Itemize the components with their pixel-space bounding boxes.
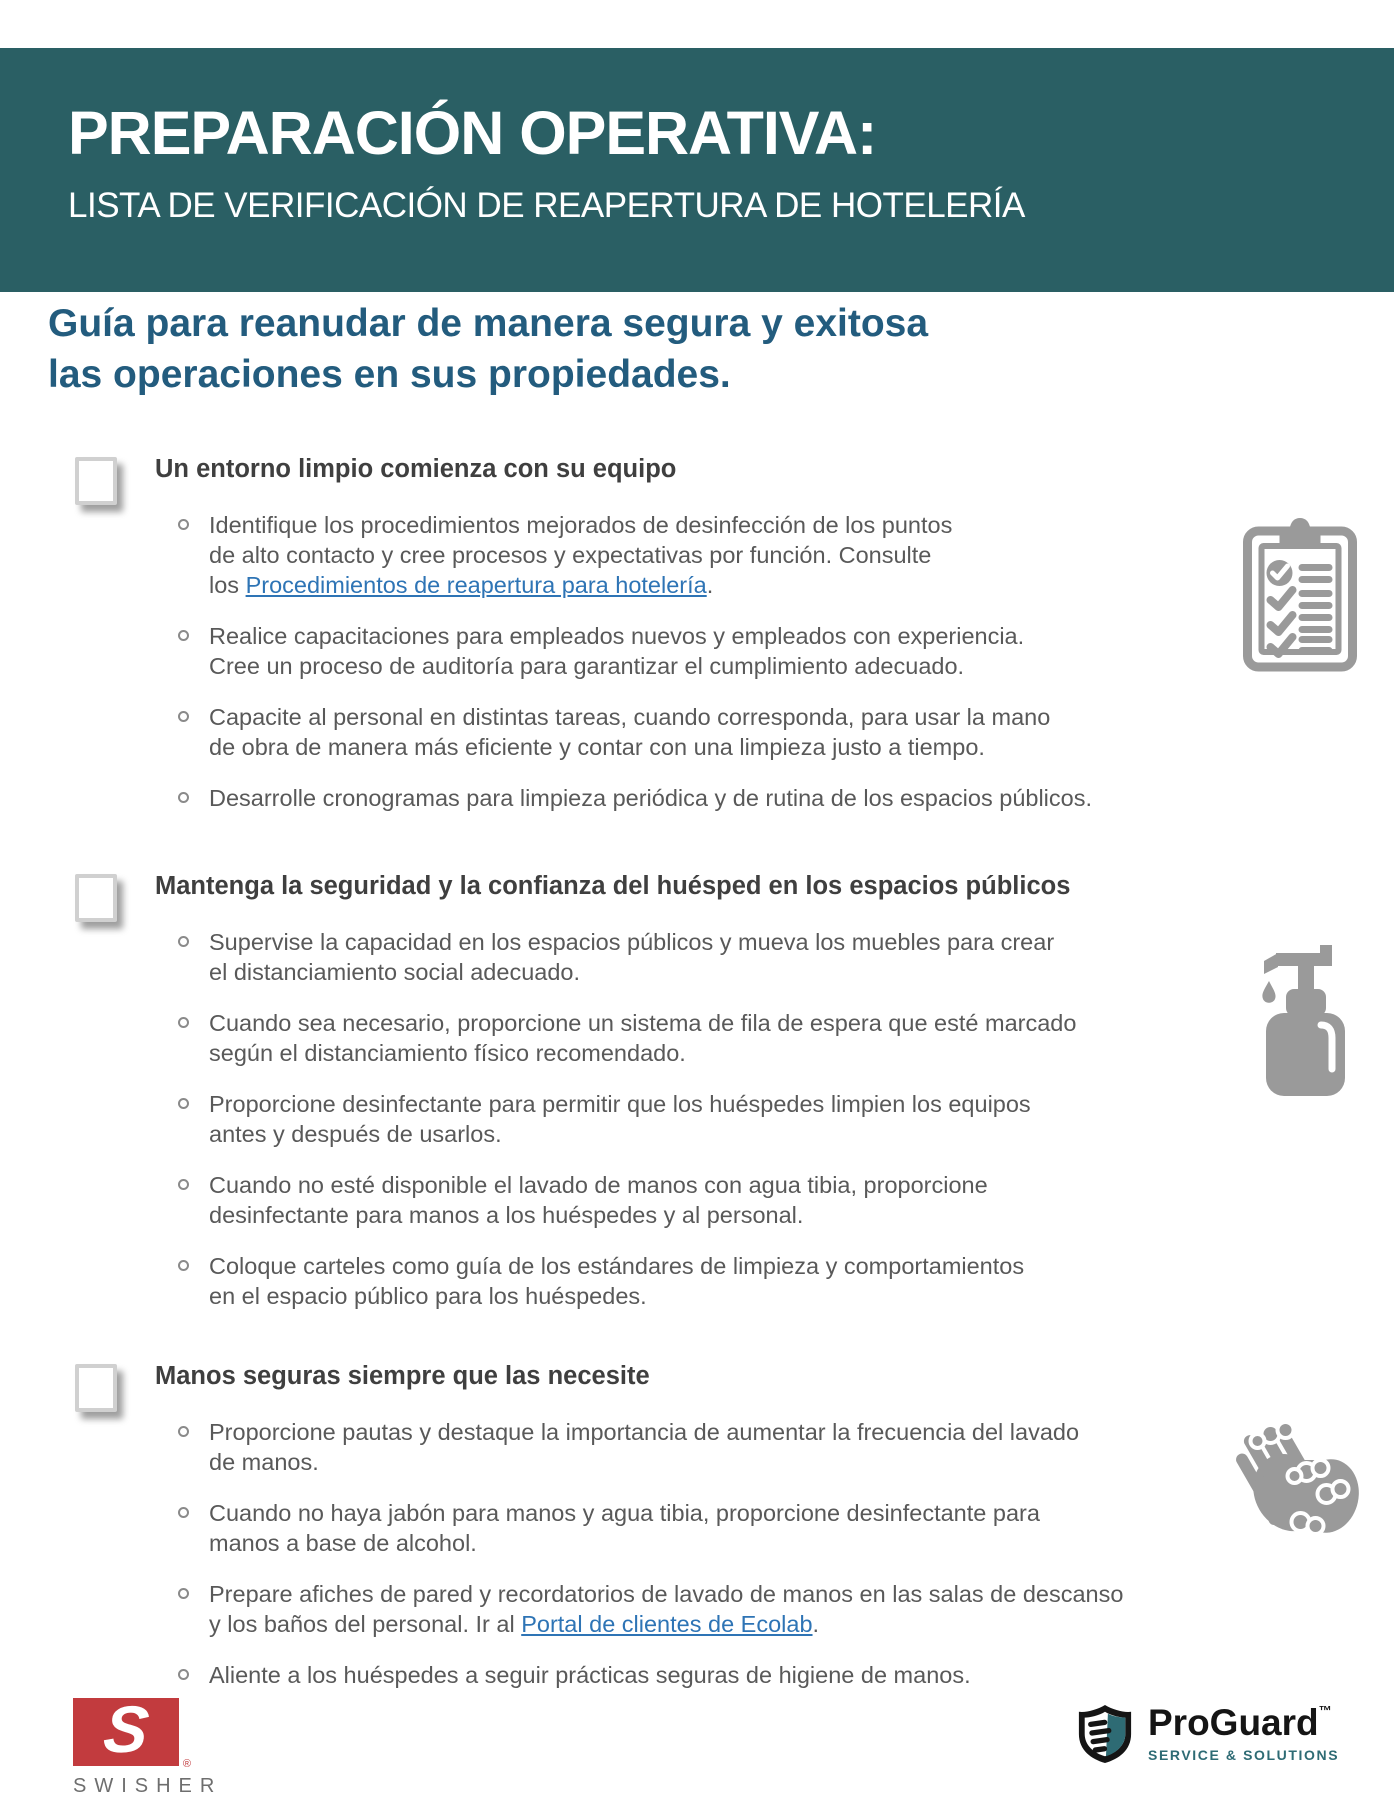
trademark-symbol: ™: [1318, 1703, 1332, 1718]
inline-link[interactable]: Portal de clientes de Ecolab: [521, 1611, 813, 1637]
proguard-shield-icon: [1076, 1702, 1134, 1771]
bullet-circle-icon: [178, 792, 189, 803]
text-segment: de alto contacto y cree procesos y expectativas por función. Consulte: [209, 542, 932, 568]
bullet-item: [178, 510, 1198, 600]
text-segment: Prepare afiches de pared y recordatorios de lavado de manos en las salas de descanso: [209, 1581, 1124, 1607]
text-segment: y los baños del personal. Ir al: [209, 1611, 522, 1637]
proguard-text: [1148, 1702, 1339, 1771]
bullet-circle-icon: [178, 1179, 189, 1190]
intro-heading: [48, 298, 928, 400]
bullet-text: [209, 1251, 1024, 1311]
bullet-item: [178, 927, 1198, 987]
bullet-item: [178, 1498, 1198, 1558]
bullet-circle-icon: [178, 630, 189, 641]
proguard-name: ProGuard™: [1148, 1702, 1332, 1743]
text-segment: Cuando no esté disponible el lavado de manos con agua tibia, proporcione: [209, 1172, 988, 1198]
swisher-wordmark: SWISHER: [73, 1775, 223, 1797]
bullet-item: [178, 1660, 1198, 1690]
page-subtitle: LISTA DE VERIFICACIÓN DE REAPERTURA DE HOTELERÍA: [68, 186, 1025, 225]
swisher-s-icon: S: [100, 1692, 153, 1766]
bullet-item: [178, 783, 1198, 813]
text-segment: Proporcione desinfectante para permitir que los huéspedes limpien los equipos: [209, 1091, 1031, 1117]
text-segment: Desarrolle cronogramas para limpieza periódica y de rutina de los espacios públicos.: [209, 785, 1093, 811]
text-segment: en el espacio público para los huéspedes.: [209, 1283, 647, 1309]
text-segment: Capacite al personal en distintas tareas, cuando corresponda, para usar la mano: [209, 704, 1051, 730]
bullet-text: [209, 1660, 971, 1690]
text-segment: Supervise la capacidad en los espacios públicos y mueva los muebles para crear: [209, 929, 1055, 955]
bullet-item: [178, 1170, 1198, 1230]
section-clean-environment: [0, 445, 1394, 834]
washing-hands-icon: [1228, 1402, 1364, 1547]
bullet-item: [178, 621, 1198, 681]
bullet-circle-icon: [178, 519, 189, 530]
bullet-text: [209, 1417, 1079, 1477]
text-segment: de manos.: [209, 1449, 319, 1475]
text-segment: manos a base de alcohol.: [209, 1530, 477, 1556]
bullet-circle-icon: [178, 1426, 189, 1437]
inline-link[interactable]: Procedimientos de reapertura para hotelería: [245, 572, 707, 598]
text-segment: desinfectante para manos a los huéspedes y al personal.: [209, 1202, 804, 1228]
bullet-text: [209, 1089, 1031, 1149]
text-segment: Cuando sea necesario, proporcione un sistema de fila de espera que esté marcado: [209, 1010, 1077, 1036]
bullet-circle-icon: [178, 1669, 189, 1680]
proguard-logo: [1076, 1702, 1339, 1771]
swisher-logo: [73, 1692, 223, 1798]
bullet-item: [178, 702, 1198, 762]
bullet-text: [209, 510, 952, 600]
text-segment: Aliente a los huéspedes a seguir prácticas seguras de higiene de manos.: [209, 1662, 971, 1688]
bullet-text: [209, 1498, 1040, 1558]
bullet-circle-icon: [178, 1017, 189, 1028]
bullet-text: [209, 1008, 1076, 1068]
bullet-text: [209, 1579, 1123, 1639]
bullet-list: [178, 510, 1198, 813]
section-checkbox[interactable]: [75, 457, 117, 505]
bullet-circle-icon: [178, 936, 189, 947]
registered-trademark-symbol: ®: [182, 1758, 191, 1770]
section-title: Mantenga la seguridad y la confianza del huésped en los espacios públicos: [155, 872, 1071, 900]
section-title: Manos seguras siempre que las necesite: [155, 1362, 650, 1390]
text-segment: según el distanciamiento físico recomendado.: [209, 1040, 686, 1066]
bullet-list: [178, 1417, 1198, 1690]
intro-heading-line1: Guía para reanudar de manera segura y exitosa: [48, 302, 929, 345]
section-title: Un entorno limpio comienza con su equipo: [155, 455, 677, 483]
text-segment: .: [706, 572, 714, 598]
bullet-list: [178, 927, 1198, 1311]
bullet-text: [209, 621, 1024, 681]
section-safe-hands: [0, 1352, 1394, 1711]
clipboard-checklist-icon: [1242, 514, 1358, 677]
bullet-text: [209, 927, 1054, 987]
bullet-text: [209, 1170, 988, 1230]
banner: [0, 48, 1394, 292]
bullet-item: [178, 1089, 1198, 1149]
text-segment: Coloque carteles como guía de los estándares de limpieza y comportamientos: [209, 1253, 1025, 1279]
text-segment: el distanciamiento social adecuado.: [209, 959, 581, 985]
section-public-spaces: [0, 862, 1394, 1332]
page-title: PREPARACIÓN OPERATIVA:: [68, 99, 877, 167]
bullet-text: [209, 702, 1050, 762]
bullet-circle-icon: [178, 1507, 189, 1518]
section-checkbox[interactable]: [75, 1364, 117, 1412]
intro-heading-line2: las operaciones en sus propiedades.: [48, 353, 731, 396]
bullet-item: [178, 1008, 1198, 1068]
bullet-text: [209, 783, 1092, 813]
proguard-tagline: SERVICE & SOLUTIONS: [1148, 1747, 1340, 1763]
bullet-item: [178, 1579, 1198, 1639]
sanitizer-pump-icon: [1258, 941, 1353, 1101]
text-segment: .: [812, 1611, 820, 1637]
section-checkbox[interactable]: [75, 874, 117, 922]
swisher-logo-mark: [73, 1692, 191, 1770]
bullet-circle-icon: [178, 1588, 189, 1599]
text-segment: Cuando no haya jabón para manos y agua tibia, proporcione desinfectante para: [209, 1500, 1040, 1526]
text-segment: Realice capacitaciones para empleados nuevos y empleados con experiencia.: [209, 623, 1025, 649]
text-segment: antes y después de usarlos.: [209, 1121, 502, 1147]
bullet-circle-icon: [178, 1098, 189, 1109]
text-segment: de obra de manera más eficiente y contar con una limpieza justo a tiempo.: [209, 734, 985, 760]
text-segment: Cree un proceso de auditoría para garantizar el cumplimiento adecuado.: [209, 653, 965, 679]
bullet-circle-icon: [178, 711, 189, 722]
bullet-item: [178, 1251, 1198, 1311]
text-segment: Proporcione pautas y destaque la importancia de aumentar la frecuencia del lavado: [209, 1419, 1080, 1445]
bullet-circle-icon: [178, 1260, 189, 1271]
text-segment: Identifique los procedimientos mejorados de desinfección de los puntos: [209, 512, 953, 538]
text-segment: los: [209, 572, 246, 598]
bullet-item: [178, 1417, 1198, 1477]
